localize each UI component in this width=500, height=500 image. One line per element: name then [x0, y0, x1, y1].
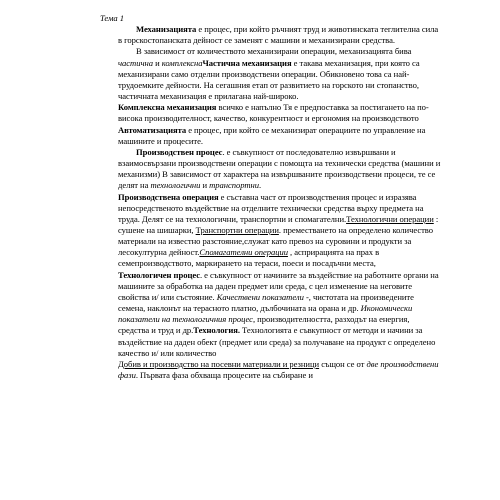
- term-technology: Технология.: [193, 325, 240, 336]
- paragraph-technological-process: Технологичен процес. е съвкупност от начините за въздействие на работните органи на машините за обработка на даден предмет или среда, с цел изменение на неговите свойства и/ или състояние. Качествени показатели -, чистотата на произведените семена, наклонът на терасното платно, дълбочината на орана и др. Икономически показатели на технологичния процес, производителността, разходът на енергия, средства и труд и др.Технология. Технологията е съвкупност от методи и начини за въздействие на даден обект (предмет или среда) за получаване на продукт с определено качество и/ или количество: [118, 269, 439, 358]
- paragraph-mechanization: Механизацията е процес, при който ръчният труд и животинската теглителна сила в горскостопанската дейност се заменят с машини и механизирани средства.: [118, 24, 439, 46]
- term-complex-mechanization: Комплексна механизация: [118, 102, 217, 113]
- paragraph-seed-production: Добив и производство на посевни материали и резници същон се от две производствени фази. Първата фаза обхваща процесите на събиране и: [118, 358, 439, 380]
- paragraph-production-process: Производствен процес. е съвкупност от последователно извършвани и взаимосвързани производствени операции с помощта на технически средства (машини и механизми) В зависимост от характера на извършваните производствени процеси, те се делят на технологични и транспортни.: [118, 146, 441, 191]
- paragraph-partial-mechanization: В зависимост от количеството механизирани операции, механизацията бива частична и комплекснаЧастична механизация е такава механизация, при която са механизирани само отделни производствени операции. Обикновено това са най-трудоемките дейности. На сегашния етап от развитието на горското ни стопанство, частичната механизация е прилагана най-широко.: [118, 46, 420, 102]
- term-production-process: Производствен процес: [136, 146, 223, 157]
- term-technological-process: Технологичен процес: [118, 269, 200, 280]
- paragraph-complex-mechanization: Комплексна механизация всичко е напълно Тя е предпоставка за постигането на по-висока производителност, качество, конкурентност и ергономия на производството: [118, 102, 429, 124]
- term-partial-mechanization: Частична механизация: [202, 57, 292, 68]
- paragraph-automation: Автоматизацията е процес, при който се механизират операциите по управление на машините и процесите.: [118, 124, 426, 146]
- paragraph-production-operation: Производствена операция е съставна част от производствения процес и изразява непосредственото въздействие на отделните технически средства върху предмета на труда. Делят се на технологични, транспортни и спомагателни.Технологични операции : сушене на шишарки, Транспортни операции. преместването на определено количество материали на известно разстояние,служат като превоз на суровини и продукти за лесокултурна дейност.Спомагателни операции , асприрацията на прах в семепроизводството, маркирането на тераси, поеси и посадъчни места,: [118, 191, 439, 269]
- term-automation: Автоматизацията: [118, 124, 187, 135]
- page-heading: Тема 1: [100, 13, 124, 23]
- term-mechanization: Механизацията: [136, 24, 197, 35]
- term-production-operation: Производствена операция: [118, 191, 219, 202]
